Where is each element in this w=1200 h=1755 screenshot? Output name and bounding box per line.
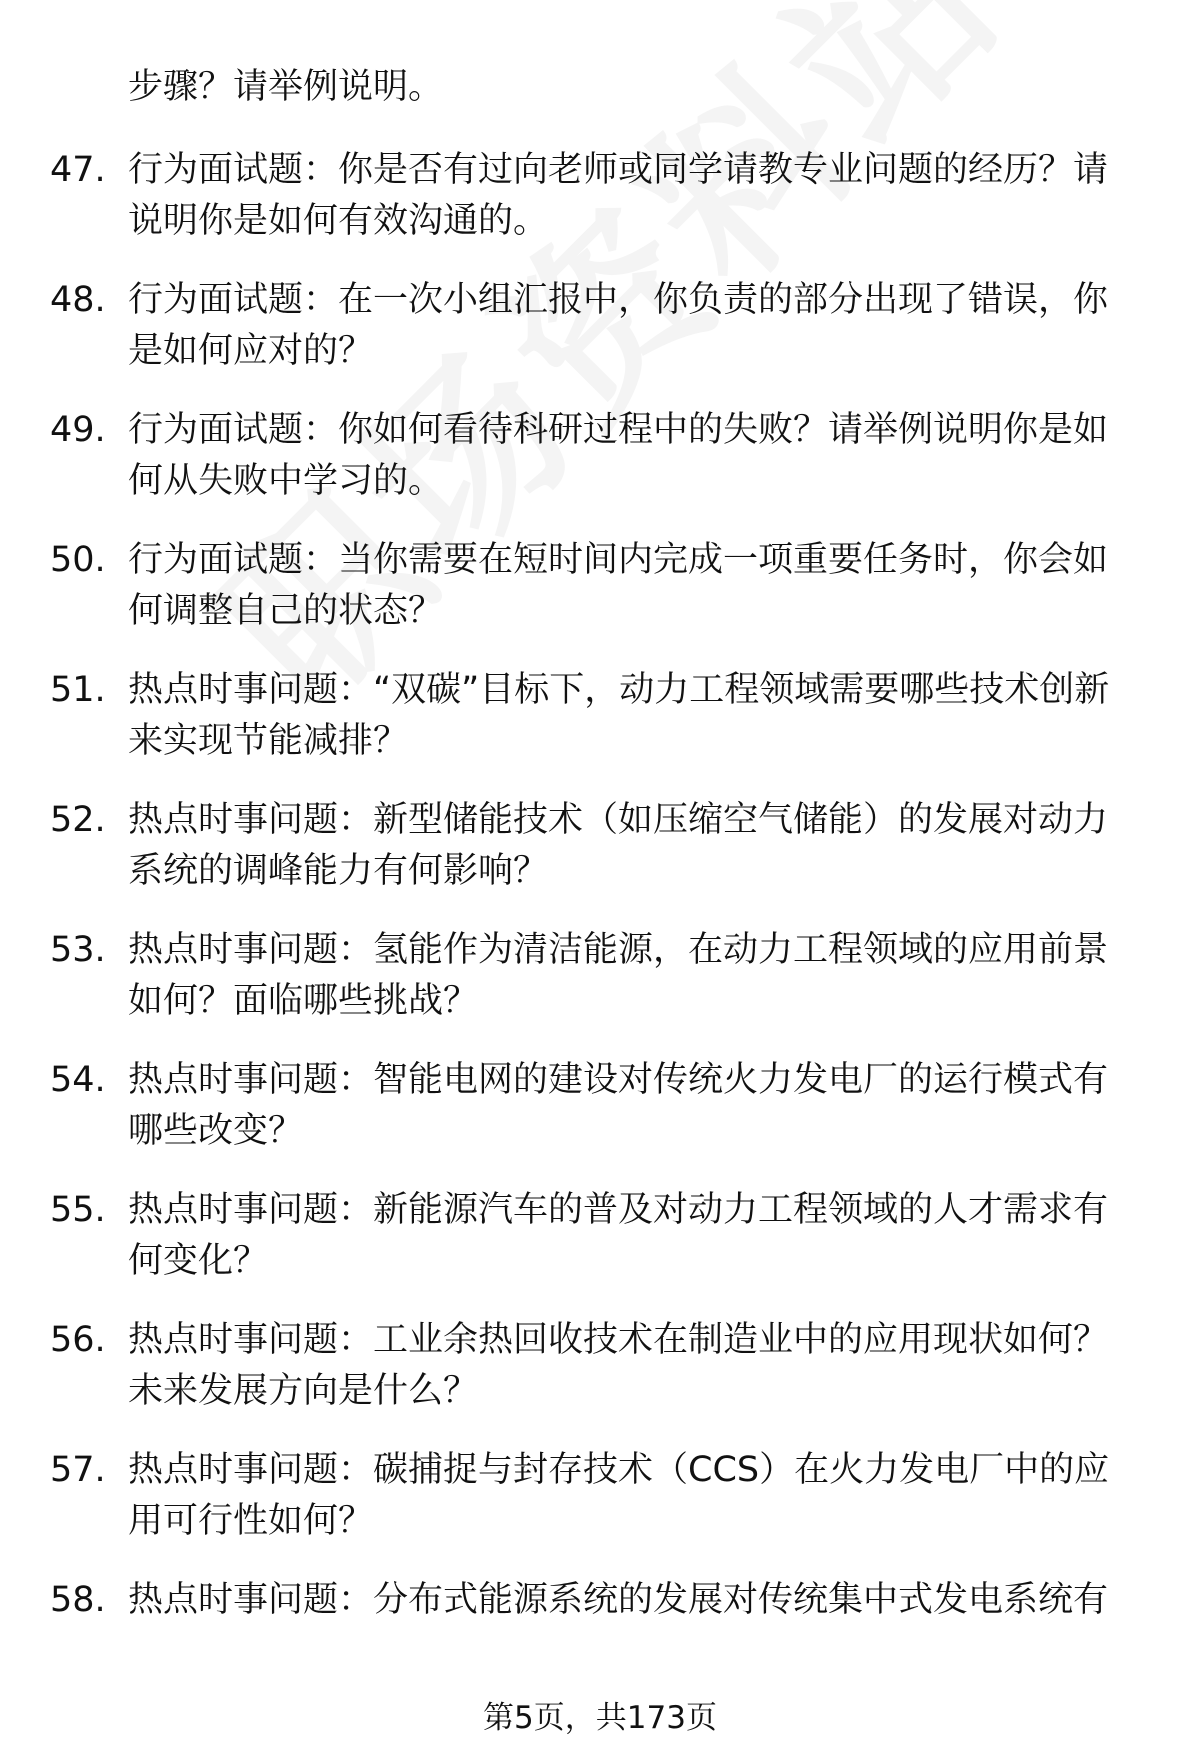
item-text: 热点时事问题：碳捕捉与封存技术（CCS）在火力发电厂中的应用可行性如何？: [128, 1450, 1110, 1541]
item-text: 行为面试题：你是否有过向老师或同学请教专业问题的经历？请说明你是如何有效沟通的。: [128, 150, 1109, 241]
item-text: 行为面试题：当你需要在短时间内完成一项重要任务时，你会如何调整自己的状态？: [128, 540, 1109, 631]
item-number: 48.: [50, 280, 106, 320]
item-number: 50.: [50, 540, 106, 580]
list-item: [50, 1315, 1140, 1417]
item-number: 58.: [50, 1580, 106, 1620]
continuation-text: 步骤？请举例说明。: [128, 67, 444, 107]
page-footer: 第5页，共173页: [483, 1700, 717, 1736]
item-number: 55.: [50, 1190, 106, 1230]
item-text: 热点时事问题：新型储能技术（如压缩空气储能）的发展对动力系统的调峰能力有何影响？: [128, 800, 1109, 891]
list-item: [50, 925, 1140, 1027]
item-text: 热点时事问题：工业余热回收技术在制造业中的应用现状如何？未来发展方向是什么？: [128, 1320, 1109, 1411]
list-item: [50, 1185, 1140, 1287]
item-number: 57.: [50, 1450, 106, 1490]
list-item: [50, 1445, 1140, 1547]
list-item: [50, 665, 1140, 767]
item-number: 49.: [50, 410, 106, 450]
item-text: 热点时事问题：分布式能源系统的发展对传统集中式发电系统有: [128, 1580, 1109, 1620]
list-item: [50, 535, 1140, 637]
item-text: 热点时事问题：智能电网的建设对传统火力发电厂的运行模式有哪些改变？: [128, 1060, 1109, 1151]
list-item: [50, 405, 1140, 507]
list-item: [50, 275, 1140, 377]
item-number: 47.: [50, 150, 106, 190]
item-number: 53.: [50, 930, 106, 970]
item-text: 热点时事问题：新能源汽车的普及对动力工程领域的人才需求有何变化？: [128, 1190, 1109, 1281]
list-item: [50, 1055, 1140, 1157]
list-item: [50, 795, 1140, 897]
list-item: [50, 145, 1140, 247]
question-list: [50, 145, 1140, 1654]
item-text: 行为面试题：你如何看待科研过程中的失败？请举例说明你是如何从失败中学习的。: [128, 410, 1109, 501]
item-number: 54.: [50, 1060, 106, 1100]
item-text: 行为面试题：在一次小组汇报中，你负责的部分出现了错误，你是如何应对的？: [128, 280, 1109, 371]
list-item: [50, 1575, 1140, 1626]
item-text: 热点时事问题：“双碳”目标下，动力工程领域需要哪些技术创新来实现节能减排？: [128, 670, 1110, 761]
item-number: 56.: [50, 1320, 106, 1360]
item-text: 热点时事问题：氢能作为清洁能源，在动力工程领域的应用前景如何？面临哪些挑战？: [128, 930, 1109, 1021]
item-number: 52.: [50, 800, 106, 840]
item-number: 51.: [50, 670, 106, 710]
